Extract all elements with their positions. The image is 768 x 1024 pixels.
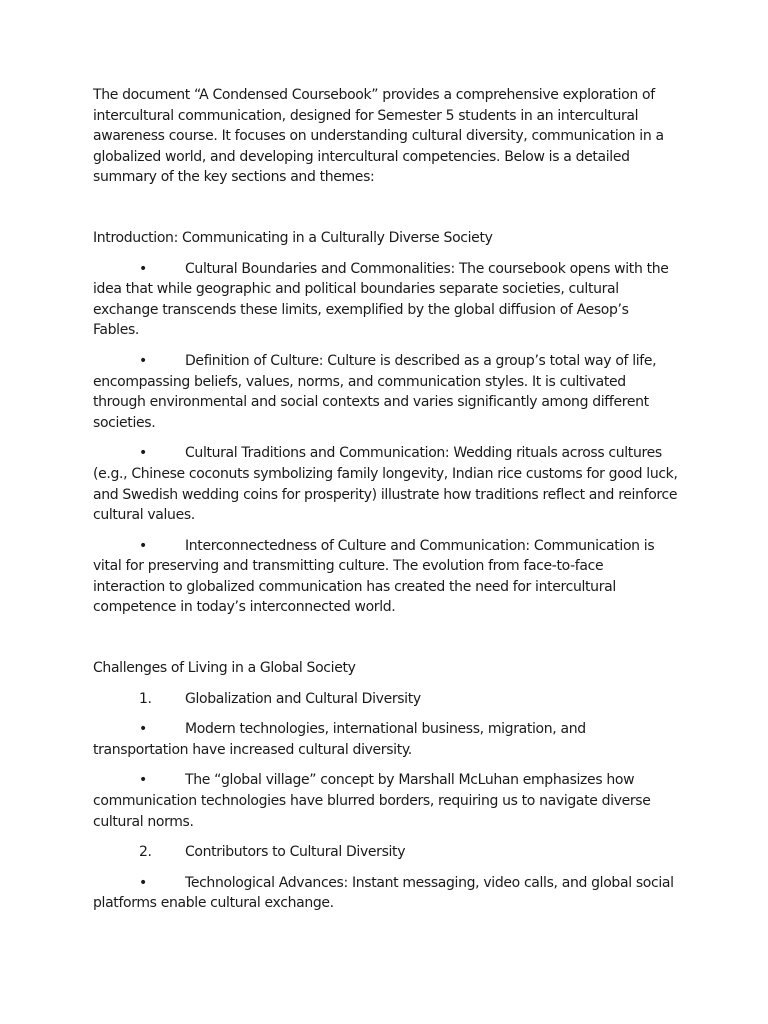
list-item bbox=[93, 351, 678, 433]
bullet-marker: • bbox=[139, 445, 147, 462]
list-item-text: Interconnectedness of Culture and Communication: Communication is vital for preserving and transmitting culture. The evolution from face-to-face interaction to globalized communication has created the need for intercultural competence in today’s interconnected world. bbox=[93, 537, 655, 616]
section-spacer bbox=[93, 628, 678, 658]
bullet-marker: • bbox=[139, 537, 147, 554]
section-heading-challenges: Challenges of Living in a Global Society bbox=[93, 660, 356, 677]
numbered-item-text: Globalization and Cultural Diversity bbox=[185, 690, 421, 707]
list-item bbox=[93, 443, 678, 525]
list-item-text: The “global village” concept by Marshall McLuhan emphasizes how communication technologies have blurred borders, requiring us to navigate diverse cultural norms. bbox=[93, 772, 651, 830]
bullet-marker: • bbox=[139, 772, 147, 789]
section-heading-introduction: Introduction: Communicating in a Culturally Diverse Society bbox=[93, 229, 493, 246]
intro-paragraph: The document “A Condensed Coursebook” provides a comprehensive exploration of intercultural communication, designed for Semester 5 students in an intercultural awareness course. It focuses on understanding cultural diversity, communication in a globalized world, and developing intercultural competencies. Below is a detailed summary of the key sections and themes: bbox=[93, 87, 664, 186]
list-item bbox=[93, 770, 678, 832]
number-marker: 2. bbox=[139, 844, 152, 861]
list-item-text: Modern technologies, international business, migration, and transportation have increased cultural diversity. bbox=[93, 721, 586, 758]
bullet-marker: • bbox=[139, 260, 147, 277]
list-item-text: Cultural Boundaries and Commonalities: The coursebook opens with the idea that while geographic and political boundaries separate societies, cultural exchange transcends these limits, exemplified by the global diffusion of Aesop’s Fables. bbox=[93, 260, 669, 339]
bullet-marker: • bbox=[139, 721, 147, 738]
bullet-marker: • bbox=[139, 352, 147, 369]
list-item-text: Definition of Culture: Culture is described as a group’s total way of life, encompassing beliefs, values, norms, and communication styles. It is cultivated through environmental and social contexts and varies significantly among different societies. bbox=[93, 352, 657, 431]
list-item-text: Cultural Traditions and Communication: Wedding rituals across cultures (e.g., Chinese coconuts symbolizing family longevity, Indian rice customs for good luck, and Swedish wedding coins for prosperity) illustrate how traditions reflect and reinforce cultural values. bbox=[93, 445, 678, 524]
list-item bbox=[93, 536, 678, 618]
numbered-item bbox=[93, 689, 678, 710]
numbered-item-text: Contributors to Cultural Diversity bbox=[185, 844, 406, 861]
document-page bbox=[93, 85, 678, 924]
number-marker: 1. bbox=[139, 690, 152, 707]
numbered-item bbox=[93, 842, 678, 863]
bullet-marker: • bbox=[139, 874, 147, 891]
list-item bbox=[93, 873, 678, 914]
list-item bbox=[93, 259, 678, 341]
list-item bbox=[93, 719, 678, 760]
list-item-text: Technological Advances: Instant messaging, video calls, and global social platforms enable cultural exchange. bbox=[93, 874, 674, 912]
